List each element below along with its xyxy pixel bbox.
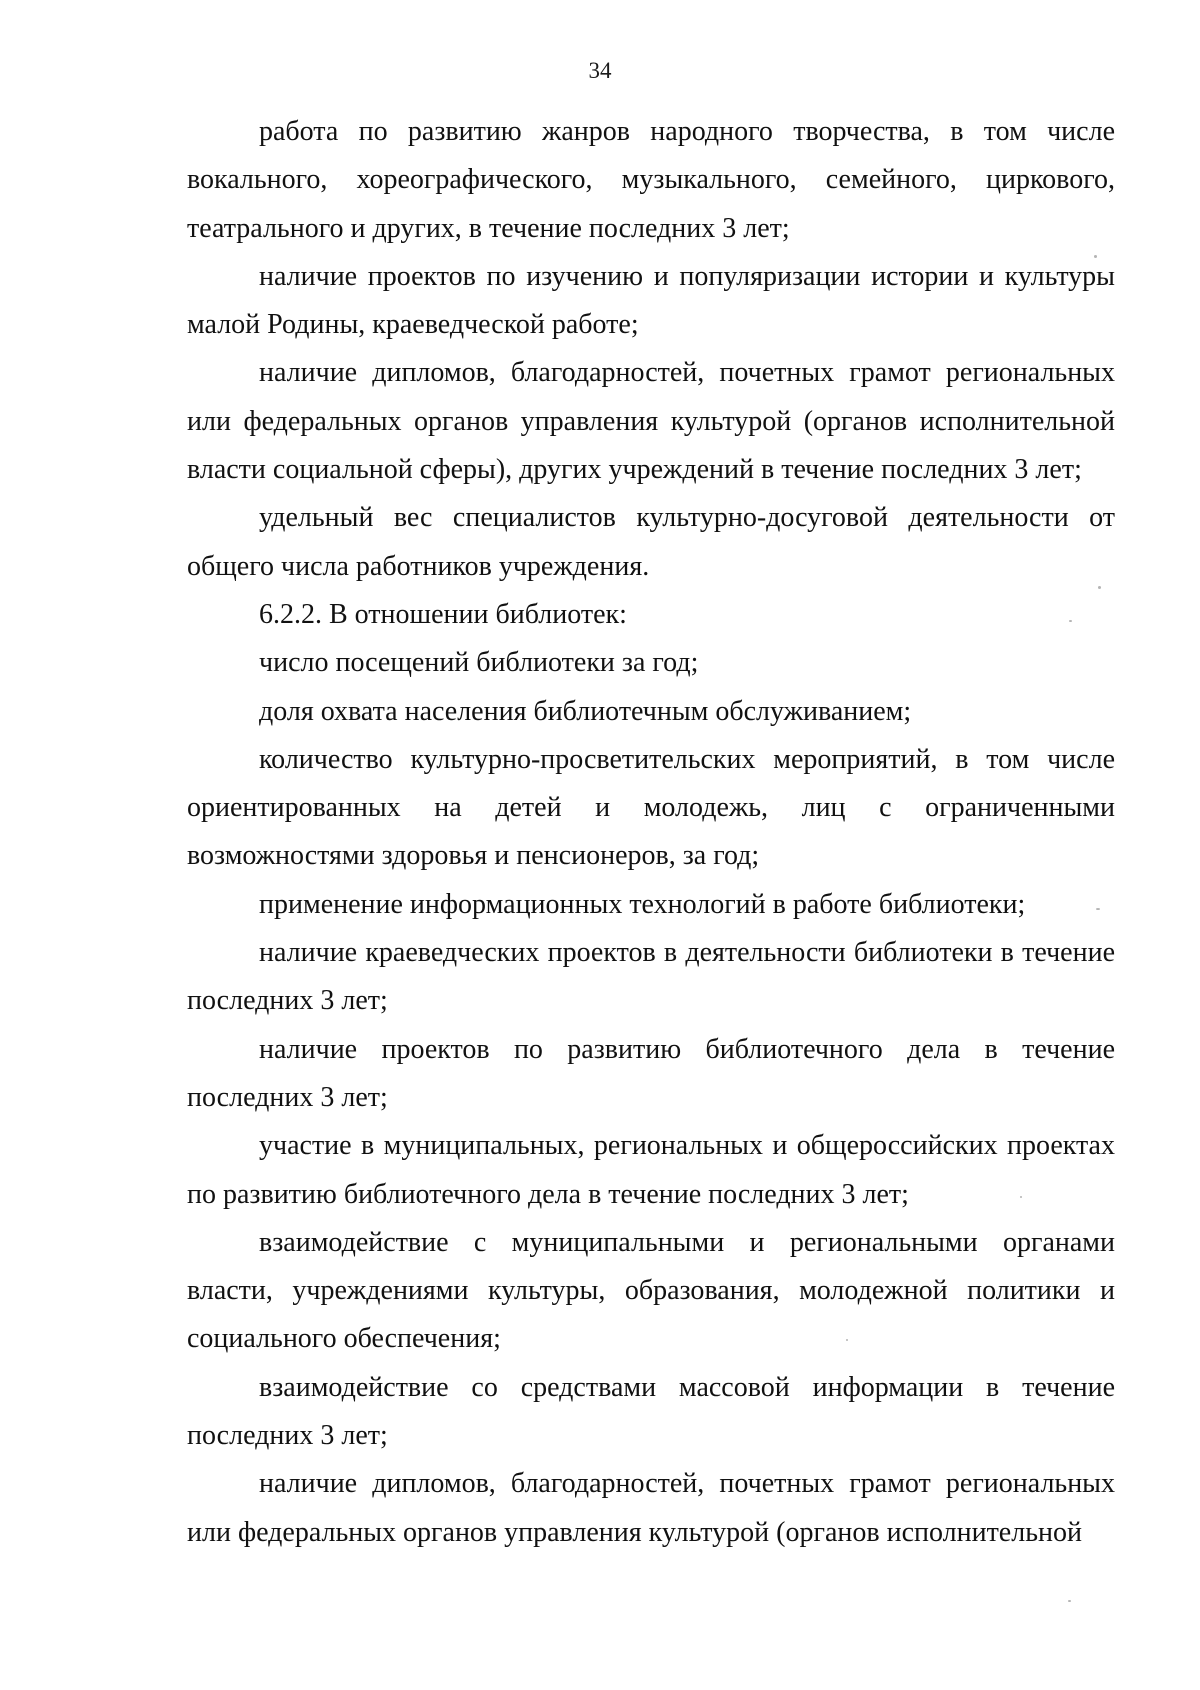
scan-speck: [1068, 1600, 1071, 1602]
paragraph: наличие дипломов, благодарностей, почетных грамот региональных или федеральных органов управления культурой (органов исполнительной: [187, 1468, 1115, 1548]
section-heading: 6.2.2. В отношении библиотек:: [259, 598, 627, 630]
paragraph: участие в муниципальных, региональных и общероссийских проектах по развитию библиотечного дела в течение последних 3 лет;: [187, 1130, 1115, 1210]
paragraph: наличие проектов по изучению и популяризации истории и культуры малой Родины, краеведческой работе;: [187, 260, 1115, 341]
scan-speck: [1094, 255, 1097, 258]
scan-speck: [846, 1339, 848, 1341]
paragraph: взаимодействие со средствами массовой информации в течение последних 3 лет;: [187, 1371, 1115, 1452]
paragraph: количество культурно-просветительских мероприятий, в том числе ориентированных на детей и молодежь, лиц с ограниченными возможностями здоровья и пенсионеров, за год;: [187, 743, 1115, 872]
scan-speck: [1069, 620, 1072, 622]
paragraph: число посещений библиотеки за год;: [259, 647, 699, 679]
paragraph: удельный вес специалистов культурно-досуговой деятельности от общего числа работников учреждения.: [187, 502, 1115, 582]
page-number: 34: [588, 58, 612, 83]
scan-speck: [1020, 1196, 1022, 1198]
paragraph: наличие дипломов, благодарностей, почетных грамот региональных или федеральных органов управления культурой (органов исполнительной власти социальной сферы), других учреждений в течение последних 3 лет;: [187, 357, 1115, 486]
paragraph: наличие краеведческих проектов в деятельности библиотеки в течение последних 3 лет;: [187, 937, 1115, 1017]
paragraph: доля охвата населения библиотечным обслуживанием;: [259, 695, 912, 727]
scan-speck: [1096, 908, 1100, 910]
document-body: [187, 108, 1115, 1557]
paragraph: наличие проектов по развитию библиотечного дела в течение последних 3 лет;: [187, 1033, 1115, 1113]
paragraph: взаимодействие с муниципальными и региональными органами власти, учреждениями культуры, образования, молодежной политики и социального обеспечения;: [187, 1226, 1115, 1355]
scan-speck: [1098, 586, 1101, 589]
paragraph: работа по развитию жанров народного творчества, в том числе вокального, хореографического, музыкального, семейного, циркового, театрального и других, в течение последних 3 лет;: [187, 116, 1115, 244]
paragraph: применение информационных технологий в работе библиотеки;: [259, 888, 1026, 920]
